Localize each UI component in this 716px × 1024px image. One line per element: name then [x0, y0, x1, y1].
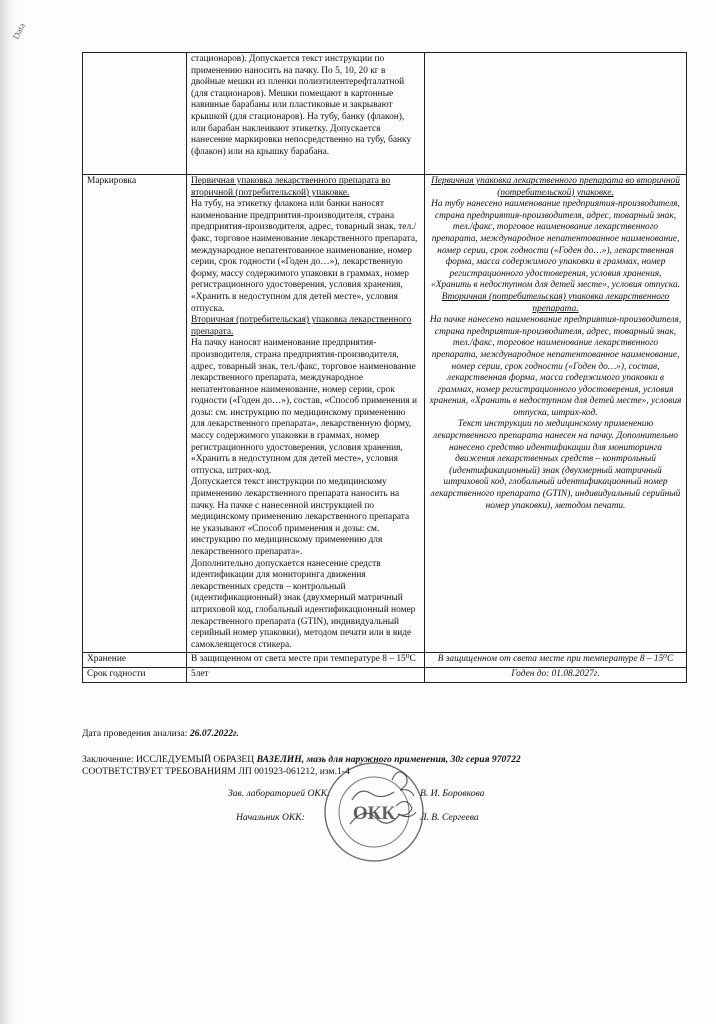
result-secondary-text: На пачке нанесено наименование предприятия-производителя, страна предприятия-производителя, адрес, товарный знак, тел./факс, торговое наименование лекарственного препарата, международное непатентованное наименование, номер серии, срок годности («Годен до…»), состав, лекарственная форма, масса содержимого упаковки в граммах, номер регистрационного удостоверения, условия хранения, «Хранить в недоступном для детей месте», условия отпуска, штрих-код. [429, 315, 682, 418]
shelf-life-result: Годен до: 01.08.2027г. [425, 667, 687, 682]
sig2-role: Начальник ОКК: [236, 812, 305, 823]
marking-primary-text: На тубу, на этикетку флакона или банки наносят наименование предприятия-производителя, страна предприятия-производителя, адрес, товарный знак, тел./факс, торговое наименование лекарственного препарата, международное непатентованное наименование, номер серии, срок годности («Годен до…»), лекарственную форму, массу содержимого упаковки в граммах, номер регистрационного удостоверения, условия хранения, «Хранить в недоступном для детей месте», условия отпуска. [191, 199, 418, 314]
sig1-name: В. И. Боровкова [420, 788, 485, 799]
packaging-text: стационаров). Допускается текст инструкции по применению наносить на пачку. По 5, 10, 20 кг в двойные мешки из пленки полиэтилентерефталатной (для стационаров). Мешки помещают в картонные навивные барабаны или пластиковые и закрывают крышкой (для стационаров). На тубу, банку (флакон), или барабан наклеивают этикетку. Допускается нанесение маркировки непосредственно на тубу, банку (флакон) или на крышку барабана. [191, 54, 412, 157]
row-label-marking: Маркировка [83, 175, 187, 653]
sig1-role: Зав. лабораторией ОКК: [228, 788, 331, 799]
result-secondary-heading: Вторичная (потребительская) упаковка лекарственного препарата. [441, 291, 670, 314]
conclusion-prefix: Заключение: ИССЛЕДУЕМЫЙ ОБРАЗЕЦ [82, 754, 255, 765]
row-label-storage: Хранение [83, 653, 187, 668]
shelf-life-requirement: 5лет [187, 667, 425, 682]
storage-result: В защищенном от света месте при температуре 8 – 15⁰С [425, 653, 687, 668]
marking-instruction-text: Допускается текст инструкции по медицинскому применению лекарственного препарата наносить на пачку. На пачке с нанесенной инструкцией по медицинскому применению лекарственного препарата не указывают «Способ применения и дозы: см. инструкцию по медицинскому применению для лекарственного препарата». [191, 477, 410, 557]
sig2-name: Л. В. Сергеева [420, 812, 479, 823]
marking-secondary-text: На пачку наносят наименование предприятия-производителя, страна предприятия-производителя, адрес, товарный знак, тел./факс, торговое наименование лекарственного препарата, международное непатентованное наименование, номер серии, срок годности («Годен до…»), состав, «Способ применения и дозы: см. инструкцию по медицинскому применению для лекарственного препарата», лекарственную форму, массу содержимого упаковки в граммах, номер регистрационного удостоверения, условия хранения, «Хранить в недоступном для детей месте», условия отпуска, штрих-код. [191, 338, 418, 476]
marking-secondary-heading: Вторичная (потребительская) упаковка лекарственного препарата. [191, 315, 412, 337]
result-instruction-text: Текст инструкции по медицинскому применению лекарственного препарата нанесен на пачку. Дополнительно нанесено средство идентификации для мониторинга движения лекарственных средств – контрольный (идентификационный) знак (двухмерный матричный штриховой код, глобальный идентификационный номер лекарственного препарата (GTIN), индивидуальный серийный номер упаковки), методом печати. [430, 419, 681, 511]
marking-primary-heading: Первичная упаковка лекарственного препарата во вторичной (потребительской) упаковке. [191, 176, 391, 198]
stamp-center-text: ОКК [352, 803, 396, 824]
result-primary-heading: Первичная упаковка лекарственного препарата во вторичной (потребительской) упаковке. [431, 176, 680, 198]
analysis-date-label: Дата проведения анализа: [82, 728, 188, 739]
result-primary-text: На тубу нанесено наименование предприятия-производителя, страна предприятия-производителя, адрес, товарный знак, тел./факс, торговое наименование лекарственного препарата, международное непатентованное наименование, номер серии, срок годности («Годен до…»), лекарственная форма, масса содержимого упаковки в граммах, номер регистрационного удостоверения, условия хранения, «Хранить в недоступном для детей месте», условия отпуска. [431, 199, 680, 291]
conclusion-product: ВАЗЕЛИН, мазь для наружного применения, 30г серия 970722 [256, 754, 521, 765]
marking-identification-text: Дополнительно допускается нанесение средств идентификации для мониторинга движения лекарственных средств – контрольный (идентификационный) знак (двухмерный матричный штриховой код, глобальный идентификационный номер лекарственного препарата (GTIN), индивидуальный серийный номер упаковки), методом печати или в виде самоклеящегося стикера. [191, 558, 416, 650]
row-label-shelf-life: Срок годности [83, 667, 187, 682]
top-left-mark: Data [10, 21, 27, 41]
storage-requirement: В защищенном от света месте при температуре 8 – 15⁰С [187, 653, 425, 668]
analysis-date-value: 26.07.2022г. [189, 728, 239, 739]
conclusion-line-2: СООТВЕТСТВУЕТ ТРЕБОВАНИЯМ ЛП 001923-061212, изм.1-4 [82, 765, 350, 777]
